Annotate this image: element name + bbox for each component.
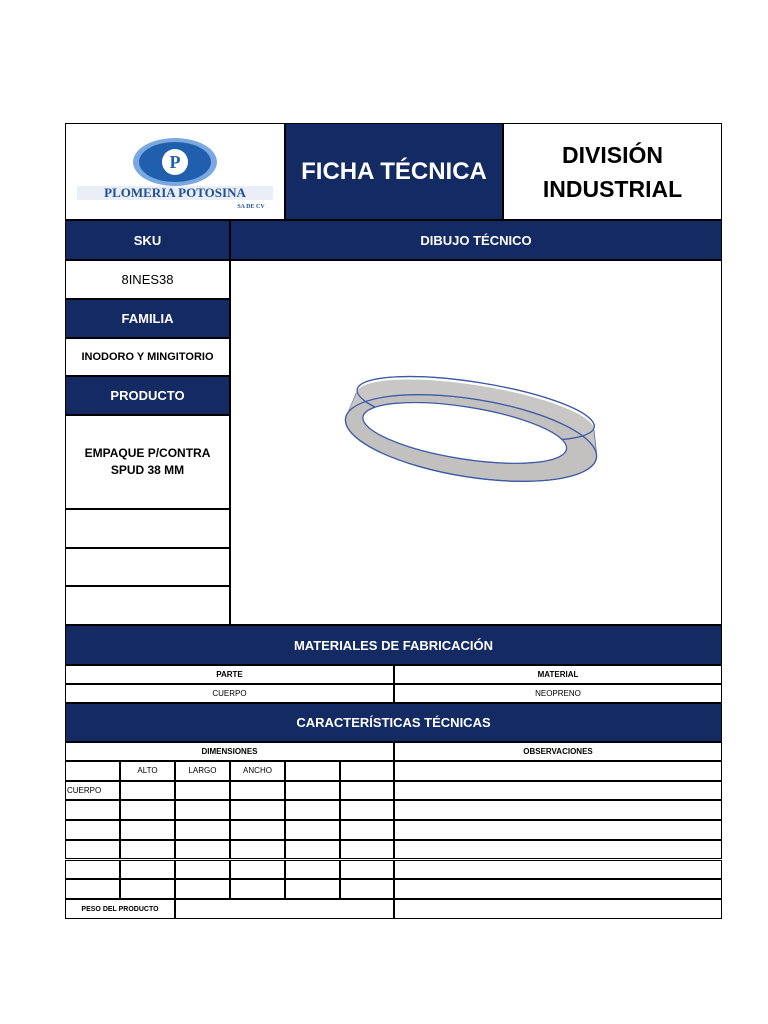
dimensions-header-cell <box>285 761 340 781</box>
observations-cell <box>394 860 722 880</box>
dimensions-label: DIMENSIONES <box>65 742 394 761</box>
familia-label: FAMILIA <box>65 299 230 338</box>
dimensions-header-cell <box>340 761 394 781</box>
dimensions-cell <box>65 879 120 899</box>
gasket-ring-icon <box>231 261 720 623</box>
dimensions-cell <box>340 840 394 860</box>
dimensions-cell <box>285 860 340 880</box>
materials-title: MATERIALES DE FABRICACIÓN <box>65 625 722 665</box>
dimensions-cell <box>120 800 175 820</box>
svg-text:P: P <box>169 151 181 172</box>
producto-value <box>65 415 230 509</box>
dimensions-cell <box>230 800 285 820</box>
materials-col-material: MATERIAL <box>394 665 722 684</box>
producto-line-1: EMPAQUE P/CONTRA <box>84 446 211 460</box>
technical-sheet <box>65 123 722 919</box>
dimensions-cell <box>340 800 394 820</box>
empty-row-3 <box>65 586 230 625</box>
dimensions-cell <box>175 840 230 860</box>
dimensions-cell <box>175 781 230 801</box>
observations-cell <box>394 820 722 840</box>
dimensions-cell <box>65 820 120 840</box>
dimensions-cell <box>120 820 175 840</box>
dimensions-cell <box>120 781 175 801</box>
dimensions-cell <box>175 820 230 840</box>
svg-text:SA DE CV: SA DE CV <box>237 203 265 210</box>
dimensions-cell <box>120 879 175 899</box>
dimensions-cell <box>285 781 340 801</box>
dimensions-cell <box>340 820 394 840</box>
dimensions-cell <box>230 820 285 840</box>
dimensions-cell <box>285 840 340 860</box>
division-line-1: DIVISIÓN <box>562 141 663 168</box>
dimensions-cell <box>285 820 340 840</box>
dimensions-cell <box>340 781 394 801</box>
dimensions-cell <box>65 800 120 820</box>
dimensions-cell <box>285 800 340 820</box>
materials-col-parte: PARTE <box>65 665 394 684</box>
company-logo <box>65 123 285 220</box>
dimensions-header-cell: ALTO <box>120 761 175 781</box>
row-cuerpo-label: CUERPO <box>67 786 102 796</box>
sku-value: 8INES38 <box>65 260 230 299</box>
familia-value: INODORO Y MINGITORIO <box>65 338 230 376</box>
logo-mark-icon <box>75 132 275 212</box>
dimensions-header-cell <box>65 761 120 781</box>
empty-row-1 <box>65 509 230 548</box>
weight-value <box>175 899 394 919</box>
materials-row-parte: CUERPO <box>65 684 394 703</box>
dimensions-header-cell: ANCHO <box>230 761 285 781</box>
drawing-area <box>230 260 722 625</box>
observations-cell <box>394 761 722 781</box>
producto-line-2: SPUD 38 MM <box>110 463 185 477</box>
weight-label: PESO DEL PRODUCTO <box>65 899 175 919</box>
observations-cell <box>394 879 722 899</box>
materials-row-material: NEOPRENO <box>394 684 722 703</box>
producto-label: PRODUCTO <box>65 376 230 415</box>
dimensions-cell <box>120 840 175 860</box>
dimensions-cell <box>230 781 285 801</box>
weight-observation <box>394 899 722 919</box>
dimensions-cell <box>65 781 120 801</box>
dimensions-cell <box>230 879 285 899</box>
svg-text:PLOMERIA POTOSINA: PLOMERIA POTOSINA <box>104 184 246 200</box>
observations-label: OBSERVACIONES <box>394 742 722 761</box>
observations-cell <box>394 781 722 801</box>
division-line-2: INDUSTRIAL <box>542 175 683 202</box>
dimensions-cell <box>120 860 175 880</box>
dimensions-cell <box>285 879 340 899</box>
dimensions-header-cell: LARGO <box>175 761 230 781</box>
sku-label: SKU <box>65 220 230 260</box>
dimensions-cell <box>175 800 230 820</box>
dimensions-cell <box>340 879 394 899</box>
drawing-label: DIBUJO TÉCNICO <box>230 220 722 260</box>
observations-cell <box>394 840 722 860</box>
dimensions-cell <box>230 840 285 860</box>
empty-row-2 <box>65 548 230 586</box>
division-title <box>503 123 722 220</box>
dimensions-cell <box>230 860 285 880</box>
sheet-title-text: FICHA TÉCNICA <box>301 157 487 185</box>
dimensions-cell <box>175 879 230 899</box>
dimensions-cell <box>65 840 120 860</box>
dimensions-cell <box>340 860 394 880</box>
observations-cell <box>394 800 722 820</box>
characteristics-title: CARACTERÍSTICAS TÉCNICAS <box>65 703 722 742</box>
dimensions-cell <box>175 860 230 880</box>
dimensions-cell <box>65 860 120 880</box>
sheet-title <box>285 123 503 220</box>
